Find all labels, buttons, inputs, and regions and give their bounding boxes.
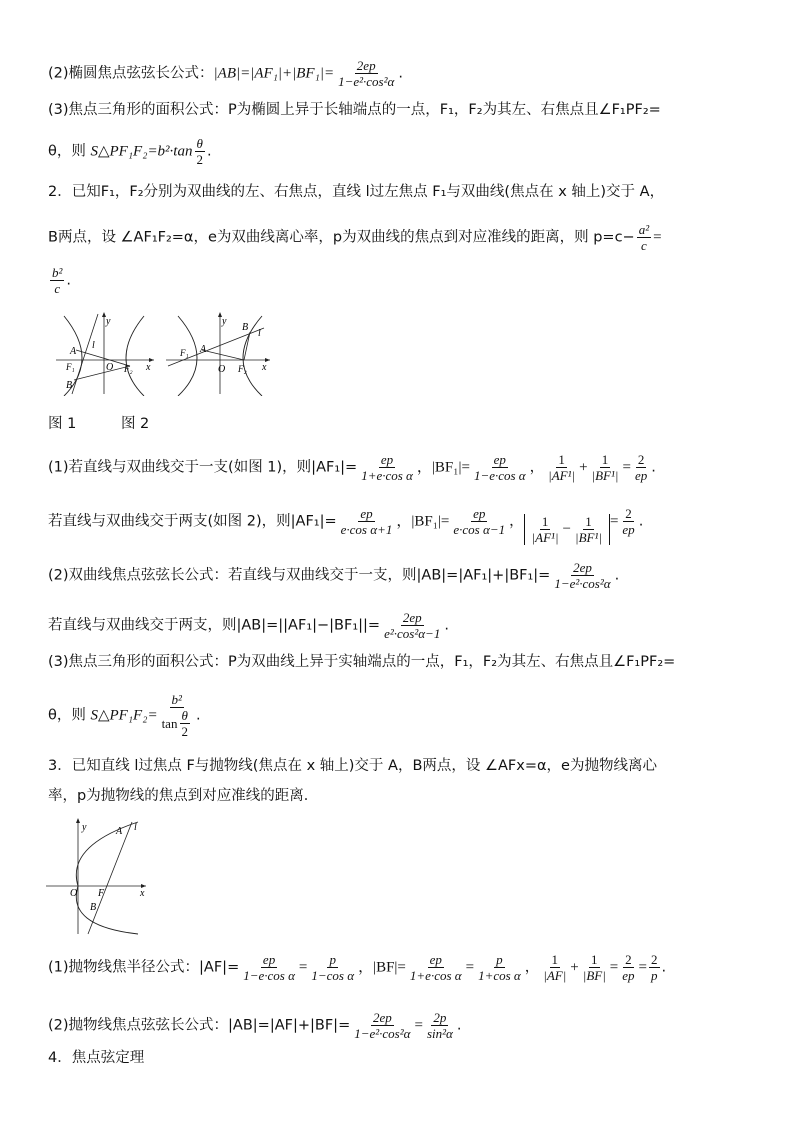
hyperbola-one-sum-a-num: 1 [558, 452, 565, 467]
fig1-caption: 图 1 [48, 416, 77, 432]
fig2-x-label: x [262, 362, 267, 373]
parabola-res1-num: 2 [625, 952, 632, 967]
parabola-sum-b [581, 952, 608, 983]
ellipse-chord-fraction [336, 58, 396, 89]
parabola-sum-a-num: 1 [551, 952, 559, 967]
hyperbola-area-formula: S△PF₁F₂= [90, 707, 158, 724]
hyperbola-figure-1 [56, 310, 156, 400]
ellipse-chord-label: (2)椭圆焦点弦弦长公式： [48, 65, 214, 82]
hyperbola-two-result-den: ep [622, 522, 635, 537]
hyperbola-intro-text-2: B两点，设 ∠AF₁F₂=α，e为双曲线离心率，p为双曲线的焦点到对应准线的距离，则 p=c− [48, 229, 635, 246]
hyperbola-chord-one-den: 1−e²·cos²α [554, 576, 611, 591]
parabola-sum-b-num: 1 [591, 952, 598, 967]
hyperbola-one-sum-a-den: |AF¹| [548, 468, 576, 483]
parabola-radius-label: (1)抛物线焦半径公式：|AF|= [48, 959, 240, 976]
hyperbola-one-af-fraction [359, 452, 415, 483]
parabola-res1 [620, 952, 636, 983]
parabola-res2 [649, 952, 660, 983]
hyperbola-two-bf-label: ，|BF₁|= [396, 513, 450, 530]
fig1-F1-label: F₁ [66, 362, 75, 372]
parabola-bf2-fraction [476, 952, 523, 983]
parabola-chord-num: 2ep [372, 1010, 392, 1025]
fig1-x-label: x [146, 362, 151, 373]
hyperbola-chord-two-den: e²·cos²α−1 [384, 626, 441, 641]
parabola-chord2-num: 2p [433, 1010, 447, 1025]
hyperbola-one-af-den: 1+e·cos α [361, 468, 413, 483]
parabola-chord-line: (2)抛物线焦点弦弦长公式：|AB|=|AF|+|BF|= $\frac{2ep}{\text{1−e²·cos²α}}$ = $\frac{2p}{\text{sin²α}}$ . [48, 1010, 462, 1041]
hyperbola-area-num: b² [171, 692, 182, 707]
parabola-bf-den: 1+e·cos α [409, 968, 462, 983]
parabola-af2-fraction [309, 952, 356, 983]
hyperbola-chord-one-line: (2)双曲线焦点弦弦长公式：若直线与双曲线交于一支，则|AB|=|AF₁|+|BF₁|= $\frac{2ep}{\text{1−e²·cos²α}}$ . [48, 560, 620, 591]
parabola-intro-2 [48, 786, 754, 806]
parabola-O-label: O [70, 888, 78, 899]
hyperbola-area-den-num: θ [181, 708, 188, 723]
fig2-B-label: B [242, 322, 249, 333]
ellipse-area-num: θ [196, 136, 203, 151]
parabola-intro-1 [48, 756, 754, 776]
parabola-chord-fraction [352, 1010, 412, 1041]
hyperbola-chord-one-fraction [552, 560, 612, 591]
parabola-res1-den: ep [622, 968, 635, 983]
parabola-sum-a [541, 952, 568, 983]
hyperbola-one-bf-den: 1−e·cos α [473, 468, 526, 483]
hyperbola-intro-1 [48, 182, 754, 202]
hyperbola-one-bf-fraction [472, 452, 528, 483]
fig2-caption: 图 2 [120, 416, 150, 432]
hyperbola-one-branch-line: (1)若直线与双曲线交于一支(如图 1)，则|AF₁|= $\frac{ep}{\text{1+e·cos α}}$ ，|BF₁|= $\frac{ep}{\text{1−e·cos α}}$ ， $\frac{1}{\text{|AF¹|}}$ + $\frac{1}{\text{|BF¹|}}$ = $\frac{2}{ep}$ . [48, 452, 656, 483]
hyperbola-one-result-num: 2 [637, 452, 645, 467]
hyperbola-two-bf-fraction [451, 506, 507, 537]
hyperbola-area-label-2: θ，则 [48, 707, 86, 724]
ellipse-area-den: 2 [196, 152, 203, 167]
hyperbola-area-den-tan: tan [161, 716, 178, 731]
parabola-bf2-den: 1+cos α [478, 968, 521, 983]
hyperbola-b-den: c [54, 281, 61, 296]
ellipse-area-label-2: θ，则 [48, 143, 86, 160]
parabola-l-label: l [134, 822, 137, 833]
parabola-af-fraction [241, 952, 297, 983]
parabola-af2-num: p [329, 952, 336, 967]
hyperbola-chord-one-label: (2)双曲线焦点弦弦长公式：若直线与双曲线交于一支，则|AB|=|AF₁|+|BF₁|= [48, 567, 551, 584]
hyperbola-two-diff-b-num: 1 [585, 513, 592, 529]
hyperbola-chord-two-num: 2ep [402, 610, 422, 625]
fig1-F2-label: F₂ [124, 364, 133, 374]
parabola-radius-line: (1)抛物线焦半径公式：|AF|= $\frac{ep}{\text{1−e·cos α}}$ = $\frac{p}{\text{1−cos α}}$ ，|BF|= $\frac{ep}{\text{1+e·cos α}}$ = $\frac{p}{\text{1+cos α}}$ ， $\frac{1}{|AF|}$ + $\frac{1}{|BF|}$ = $\frac{2}{ep}$ = $\frac{2}{p}$ . [48, 952, 667, 983]
hyperbola-area-fraction [160, 692, 194, 739]
hyperbola-p-equals: = [653, 229, 662, 246]
parabola-res2-den: p [651, 968, 658, 983]
ellipse-chord-den: 1−e²·cos²α [338, 74, 395, 89]
fig2-l-label: l [258, 328, 261, 339]
parabola-F-label: F [98, 888, 105, 899]
fig1-y-label: y [106, 316, 111, 327]
fig2-y-label: y [222, 316, 227, 327]
hyperbola-figure-2 [166, 310, 272, 400]
section4-title: 4．焦点弦定理 [48, 1050, 145, 1066]
hyperbola-two-abs: $\frac{1}{\text{|AF¹|}}$ − $\frac{1}{\text{|BF¹|}}$ [524, 514, 610, 545]
parabola-af2-den: 1−cos α [311, 968, 355, 983]
hyperbola-one-sum-b-num: 1 [601, 452, 609, 467]
parabola-af-den: 1−e·cos α [243, 968, 295, 983]
hyperbola-two-result [620, 506, 636, 537]
hyperbola-one-result-den: ep [634, 468, 648, 483]
hyperbola-area-den-den: 2 [181, 724, 188, 739]
parabola-intro-text-1: 3．已知直线 l过焦点 F与抛物线(焦点在 x 轴上)交于 A，B两点，设 ∠AFx=α，e为抛物线离心 [48, 758, 657, 774]
hyperbola-p-num: a² [638, 222, 650, 237]
hyperbola-chord-two-fraction [382, 610, 442, 641]
hyperbola-chord-two-line: 若直线与双曲线交于两支，则|AB|=||AF₁|−|BF₁||= $\frac{2ep}{\text{e²·cos²α−1}}$ . [48, 610, 449, 641]
fig2-O-label: O [218, 364, 226, 375]
hyperbola-two-result-num: 2 [625, 506, 632, 521]
parabola-bf-label: ，|BF|= [358, 959, 406, 976]
hyperbola-chord-one-num: 2ep [573, 560, 592, 575]
ellipse-area-line-1 [48, 100, 754, 120]
ellipse-area-label-1: (3)焦点三角形的面积公式：P为椭圆上异于长轴端点的一点，F₁，F₂为其左、右焦点且∠F₁PF₂= [48, 102, 661, 118]
hyperbola-two-branch-label: 若直线与双曲线交于两支(如图 2)，则|AF₁|= [48, 513, 337, 530]
parabola-B-label: B [90, 902, 97, 913]
parabola-sum-a-den: |AF| [543, 968, 567, 983]
parabola-A-label: A [116, 826, 123, 837]
fig2-A-label: A [200, 344, 207, 355]
parabola-intro-text-2: 率，p为抛物线的焦点到对应准线的距离． [48, 788, 319, 804]
fig1-l-label: l [92, 340, 95, 351]
parabola-bf-fraction [408, 952, 464, 983]
figure-captions [48, 414, 754, 434]
ellipse-area-fraction [194, 136, 205, 167]
hyperbola-one-af-num: ep [380, 452, 394, 467]
hyperbola-intro-text-1: 2．已知F₁，F₂分别为双曲线的左、右焦点，直线 l过左焦点 F₁与双曲线(焦点在 x 轴上)交于 A， [48, 184, 665, 200]
parabola-bf-num: ep [429, 952, 442, 967]
hyperbola-area-line-1 [48, 652, 754, 672]
fig1-A-label: A [70, 346, 77, 357]
hyperbola-b-line: $\frac{\text{b²}}{c}$ . [52, 265, 72, 296]
hyperbola-area-line-2: θ，则 S△PF₁F₂= b² tan $\frac{\theta}{2}$ . [48, 692, 201, 739]
ellipse-area-line-2: θ，则 S△PF₁F₂=b²·tan $\frac{\theta}{2}$ . [48, 136, 212, 167]
hyperbola-b-num: b² [52, 265, 63, 280]
hyperbola-b-fraction [50, 265, 64, 296]
ellipse-area-formula: S△PF₁F₂=b²·tan [90, 143, 193, 160]
parabola-x-label: x [140, 888, 145, 899]
parabola-bf2-num: p [496, 952, 503, 967]
hyperbola-one-sum-b [590, 452, 621, 483]
section4-title-line [48, 1048, 754, 1068]
ellipse-chord-line: (2)椭圆焦点弦弦长公式：|AB|=|AF₁|+|BF₁|= $\frac{2ep}{\text{1−e²·cos²α}}$ . [48, 58, 403, 89]
hyperbola-two-af-fraction [339, 506, 395, 537]
hyperbola-two-af-den: e·cos α+1 [340, 522, 393, 537]
hyperbola-two-bf-den: e·cos α−1 [453, 522, 506, 537]
ellipse-chord-formula: |AB|=|AF₁|+|BF₁|= [213, 65, 335, 82]
hyperbola-one-branch-label: (1)若直线与双曲线交于一支(如图 1)，则|AF₁|= [48, 459, 358, 476]
hyperbola-area-label-1: (3)焦点三角形的面积公式：P为双曲线上异于实轴端点的一点，F₁，F₂为其左、右焦点且∠F₁PF₂= [48, 654, 676, 670]
parabola-chord2-den: sin²α [426, 1026, 453, 1041]
hyperbola-chord-two-label: 若直线与双曲线交于两支，则|AB|=||AF₁|−|BF₁||= [48, 617, 381, 634]
hyperbola-two-bf-num: ep [473, 506, 486, 521]
hyperbola-p-den: c [641, 238, 647, 253]
hyperbola-two-diff-a-den: |AF¹| [531, 529, 559, 545]
fig2-F1-label: F₁ [180, 348, 189, 358]
hyperbola-one-sum-b-den: |BF¹| [591, 468, 619, 483]
parabola-chord-label: (2)抛物线焦点弦弦长公式：|AB|=|AF|+|BF|= [48, 1017, 351, 1034]
hyperbola-two-diff-b-den: |BF¹| [575, 529, 602, 545]
hyperbola-two-af-num: ep [360, 506, 373, 521]
hyperbola-intro-2 [48, 222, 754, 253]
hyperbola-one-sum-a [546, 452, 577, 483]
hyperbola-one-result [633, 452, 649, 483]
hyperbola-one-bf-num: ep [493, 452, 506, 467]
hyperbola-one-bf-label: ，|BF₁|= [416, 459, 470, 476]
parabola-figure [46, 816, 152, 940]
parabola-chord-den: 1−e²·cos²α [354, 1026, 411, 1041]
hyperbola-area-den-fraction [179, 708, 190, 739]
hyperbola-two-diff-b [573, 514, 604, 545]
parabola-af-num: ep [262, 952, 276, 967]
hyperbola-two-branch-line: 若直线与双曲线交于两支(如图 2)，则|AF₁|= $\frac{ep}{\text{e·cos α+1}}$ ，|BF₁|= $\frac{ep}{\text{e·cos α−1}}$ ， $\frac{1}{\text{|AF¹|}}$ − $\frac{1}{\text{|BF¹|}}$ = $\frac{2}{ep}$ . [48, 506, 644, 545]
fig1-B-label: B [66, 380, 73, 391]
fig2-F2-label: F₂ [238, 364, 247, 374]
parabola-chord2-fraction [425, 1010, 455, 1041]
parabola-res2-num: 2 [651, 952, 658, 967]
parabola-sum-b-den: |BF| [582, 968, 606, 983]
ellipse-chord-num: 2ep [356, 58, 376, 73]
fig1-O-label: O [106, 362, 114, 373]
hyperbola-two-diff-a-num: 1 [541, 513, 549, 529]
hyperbola-two-diff-a [530, 514, 561, 545]
hyperbola-p-fraction [637, 222, 651, 253]
parabola-y-label: y [82, 822, 87, 833]
